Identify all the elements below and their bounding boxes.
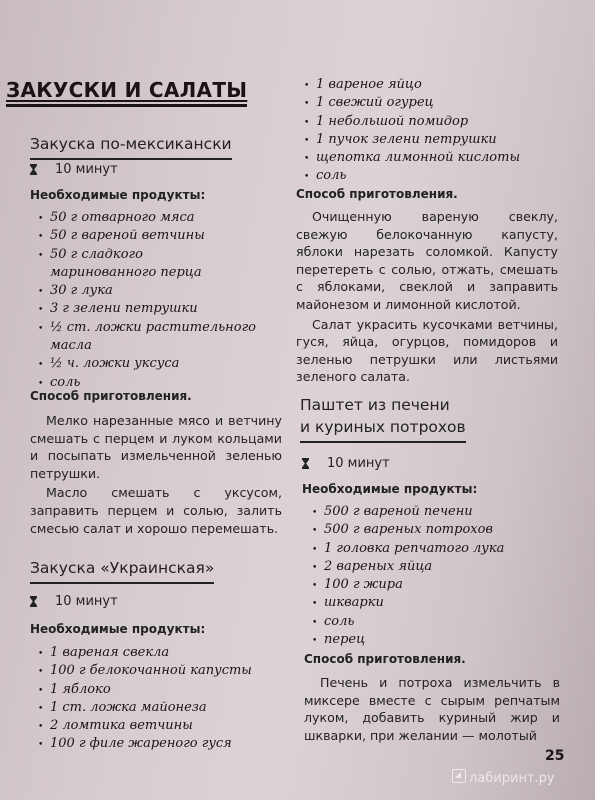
list-item: • 1 небольшой помидор bbox=[296, 113, 556, 131]
recipe3-method-label: Способ приготовления. bbox=[304, 652, 466, 666]
list-item: • ½ ст. ложки растительного масла bbox=[30, 319, 260, 356]
recipe3-ingredients bbox=[304, 503, 554, 649]
page-number: 25 bbox=[545, 748, 565, 764]
list-item: • щепотка лимонной кислоты bbox=[296, 149, 556, 167]
list-item: • 30 г лука bbox=[30, 282, 270, 300]
list-item: • 3 г зелени петрушки bbox=[30, 300, 270, 318]
list-item: • 2 вареных яйца bbox=[304, 558, 554, 576]
recipe3-time bbox=[302, 456, 390, 471]
method-paragraph: Мелко нарезанные мясо и ветчину смешать с перцем и луком кольцами и посыпать измельченной зеленью петрушки. bbox=[30, 413, 282, 481]
list-item: • 1 вареная свекла bbox=[30, 644, 270, 662]
recipe1-time-text: 10 минут bbox=[55, 162, 118, 177]
list-item: • 1 пучок зелени петрушки bbox=[296, 131, 556, 149]
recipe3-time-text: 10 минут bbox=[327, 456, 390, 471]
list-item: • 50 г вареной ветчины bbox=[30, 227, 270, 245]
list-item: • 50 г отварного мяса bbox=[30, 209, 270, 227]
list-item: • соль bbox=[304, 613, 554, 631]
list-item: • перец bbox=[304, 631, 554, 649]
list-item: • 100 г филе жареного гуся bbox=[30, 735, 270, 753]
list-item: • 100 г белокочанной капусты bbox=[30, 662, 270, 680]
recipe2-time bbox=[30, 594, 118, 609]
hourglass-icon bbox=[302, 458, 309, 469]
recipe2-title-wrap bbox=[30, 557, 214, 584]
watermark-text: лабиринт.ру bbox=[469, 771, 555, 786]
list-item: • 1 вареное яйцо bbox=[296, 76, 556, 94]
list-item: • 500 г вареной печени bbox=[304, 503, 554, 521]
list-item: • 1 головка репчатого лука bbox=[304, 540, 554, 558]
recipe3-title-wrap bbox=[300, 394, 466, 443]
list-item: • 1 свежий огурец bbox=[296, 94, 556, 112]
chapter-title: ЗАКУСКИ И САЛАТЫ bbox=[6, 78, 247, 107]
recipe2-method bbox=[296, 208, 558, 386]
recipe3-title-line2: и куриных потрохов bbox=[300, 416, 466, 443]
recipe1-method-label: Способ приготовления. bbox=[30, 389, 192, 403]
list-item: • соль bbox=[30, 374, 270, 392]
labirint-logo-icon bbox=[452, 769, 466, 783]
list-item: • шкварки bbox=[304, 594, 554, 612]
watermark bbox=[452, 769, 555, 786]
recipe2-ingredients-part1 bbox=[30, 644, 270, 754]
method-paragraph: Печень и потроха измельчить в миксере вместе с сырым репчатым луком, добавить куриный жир и шкварки, при желании — молотый bbox=[304, 675, 560, 743]
list-item: • соль bbox=[296, 167, 556, 185]
recipe2-ingredients-label: Необходимые продукты: bbox=[30, 622, 206, 636]
recipe2-time-text: 10 минут bbox=[55, 594, 118, 609]
list-item: • 100 г жира bbox=[304, 576, 554, 594]
recipe3-method bbox=[304, 674, 560, 744]
recipe3-title-line1: Паштет из печени bbox=[300, 396, 450, 414]
list-item: • 1 ст. ложка майонеза bbox=[30, 699, 270, 717]
recipe1-method bbox=[30, 412, 282, 537]
method-paragraph: Очищенную вареную свеклу, свежую белокочанную капусту, яблоки нарезать соломкой. Капусту перетереть с солью, отжать, смешать с яблоками, свеклой и заправить майонезом и лимонной кислотой. bbox=[296, 209, 558, 312]
list-item: • 50 г сладкого маринованного перца bbox=[30, 246, 245, 283]
recipe1-title: Закуска по-мексикански bbox=[30, 133, 232, 160]
list-item: • 500 г вареных потрохов bbox=[304, 521, 554, 539]
hourglass-icon bbox=[30, 164, 37, 175]
recipe1-ingredients bbox=[30, 209, 270, 392]
recipe2-ingredients-part2 bbox=[296, 76, 556, 186]
method-paragraph: Салат украсить кусочками ветчины, гуся, яйца, огурцов, помидоров и зеленью петрушки или листьями зеленого салата. bbox=[296, 316, 558, 385]
recipe3-ingredients-label: Необходимые продукты: bbox=[302, 482, 478, 496]
recipe2-method-label: Способ приготовления. bbox=[296, 187, 458, 201]
method-paragraph: Масло смешать с уксусом, заправить перцем и солью, залить смесью салат и хорошо перемешать. bbox=[30, 485, 282, 536]
list-item: • ½ ч. ложки уксуса bbox=[30, 355, 270, 373]
hourglass-icon bbox=[30, 596, 37, 607]
list-item: • 2 ломтика ветчины bbox=[30, 717, 270, 735]
recipe1-time bbox=[30, 162, 118, 177]
list-item: • 1 яблоко bbox=[30, 681, 270, 699]
recipe1-title-wrap bbox=[30, 133, 232, 160]
recipe2-title: Закуска «Украинская» bbox=[30, 557, 214, 584]
recipe1-ingredients-label: Необходимые продукты: bbox=[30, 188, 206, 202]
